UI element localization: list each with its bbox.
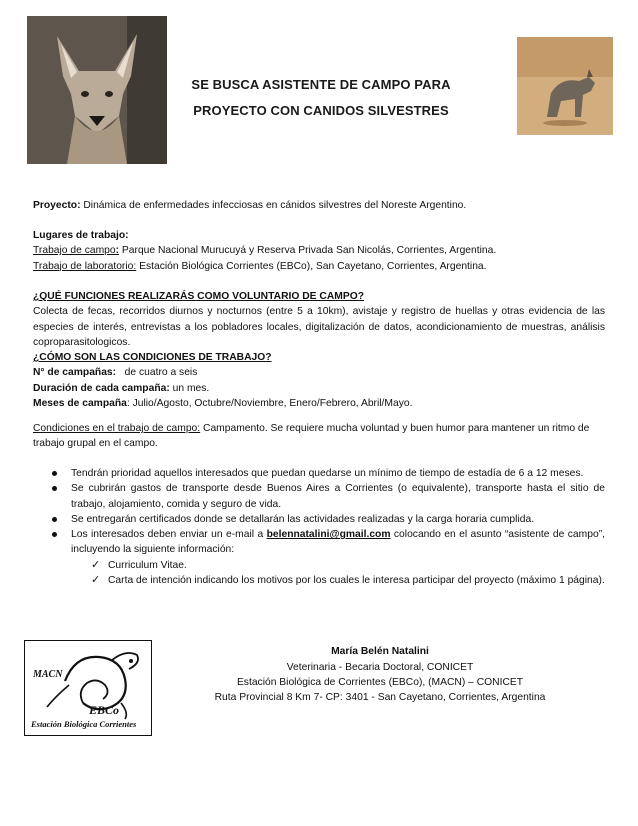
duration-label: Duración de cada campaña:	[33, 382, 170, 394]
months-label: Meses de campaña	[33, 397, 127, 409]
project-text: Dinámica de enfermedades infecciosas en cánidos silvestres del Noreste Argentino.	[80, 200, 467, 211]
lab-place-label: Trabajo de laboratorio:	[33, 260, 137, 272]
duration-value: un mes.	[169, 382, 210, 394]
campaigns-line	[33, 365, 605, 380]
apply-after: colocando en el asunto “asistente de campo”, incluyendo la siguiente información:	[71, 529, 605, 556]
apply-before: Los interesados deben enviar un e-mail a	[71, 529, 267, 541]
field-place-line	[33, 243, 605, 258]
apply-item-1: Curriculum Vitae.	[108, 559, 187, 571]
signature-line-3: Ruta Provincial 8 Km 7- CP: 3401 - San Cayetano, Corrientes, Argentina	[214, 692, 546, 703]
logo-caption: Estación Biológica Corrientes	[31, 719, 137, 729]
logo-ebco: EBCo	[89, 703, 120, 717]
bullet-list	[33, 466, 605, 588]
email-link[interactable]: belennatalini@gmail.com	[266, 529, 391, 541]
list-item	[33, 466, 605, 481]
list-item	[33, 573, 605, 588]
list-item	[33, 558, 605, 573]
field-place-label: Trabajo de campo	[33, 245, 116, 257]
apply-item-2: Carta de intención indicando los motivos por los cuales le interesa participar del proyecto (máximo 1 página).	[108, 575, 605, 587]
signature-line-2: Estación Biológica de Corrientes (EBCo), (MACN) – CONICET	[236, 677, 524, 688]
bullet-text-1: Tendrán prioridad aquellos interesados que puedan quedarse un mínimo de tiempo de estadía de 6 a 12 meses.	[71, 468, 584, 479]
bullet-dot-icon	[52, 517, 57, 522]
ebco-logo	[24, 640, 152, 736]
project-paragraph	[33, 198, 605, 213]
title-line-1: SE BUSCA ASISTENTE DE CAMPO PARA	[191, 77, 451, 92]
field-place-text: Parque Nacional Murucuyá y Reserva Privada San Nicolás, Corrientes, Argentina.	[119, 245, 497, 257]
bullet-dot-icon	[52, 471, 57, 476]
field-place-colon: :	[115, 245, 120, 257]
project-label: Proyecto:	[33, 200, 81, 211]
functions-heading: ¿QUÉ FUNCIONES REALIZARÁS COMO VOLUNTARIO DE CAMPO?	[33, 291, 365, 302]
functions-text: Colecta de fecas, recorridos diurnos y nocturnos (entre 5 a 10km), avistaje y registro de huellas y otras evidencia de las especies de interés, entrevistas a los pobladores locales, digitalización de datos, acondicionamiento de muestras, análisis coproparasitologicos.	[33, 306, 605, 348]
functions-section	[33, 289, 605, 350]
places-heading: Lugares de trabajo:	[33, 230, 129, 241]
months-line	[33, 396, 605, 411]
logo-macn: MACN	[33, 669, 63, 680]
campaigns-value: de cuatro a seis	[116, 367, 198, 379]
lab-place-line	[33, 259, 605, 274]
field-conditions-label: Condiciones en el trabajo de campo:	[33, 423, 201, 434]
list-item	[33, 512, 605, 527]
conditions-heading: ¿CÓMO SON LAS CONDICIONES DE TRABAJO?	[33, 352, 272, 363]
signature-name: María Belén Natalini	[331, 646, 429, 657]
bullet-dot-icon	[52, 532, 57, 537]
list-item	[33, 527, 605, 558]
checkmark-icon: ✓	[91, 558, 101, 571]
title-line-2: PROYECTO CON CANIDOS SILVESTRES	[193, 103, 449, 118]
bullet-dot-icon	[52, 486, 57, 491]
places-section	[33, 228, 605, 274]
field-conditions-paragraph	[33, 421, 605, 452]
signature-line-1: Veterinaria - Becaria Doctoral, CONICET	[286, 662, 474, 673]
months-value: : Julio/Agosto, Octubre/Noviembre, Enero/Febrero, Abril/Mayo.	[126, 397, 413, 409]
campaigns-label: N° de campañas:	[33, 367, 117, 379]
checkmark-icon: ✓	[91, 574, 101, 587]
conditions-section	[33, 350, 605, 411]
duration-line	[33, 381, 605, 396]
list-item	[33, 481, 605, 512]
lab-place-text: Estación Biológica Corrientes (EBCo), San Cayetano, Corrientes, Argentina.	[136, 260, 487, 272]
field-conditions-text: Campamento. Se requiere mucha voluntad y buen humor para mantener un ritmo de trabajo grupal en el campo.	[33, 423, 590, 450]
bullet-text-2: Se cubrirán gastos de transporte desde Buenos Aires a Corrientes (o equivalente), transporte hasta el sitio de trabajo, alojamiento, comida y seguro de vida.	[71, 483, 605, 510]
bullet-text-3: Se entregarán certificados donde se detallarán las actividades realizadas y la carga horaria cumplida.	[71, 513, 535, 525]
